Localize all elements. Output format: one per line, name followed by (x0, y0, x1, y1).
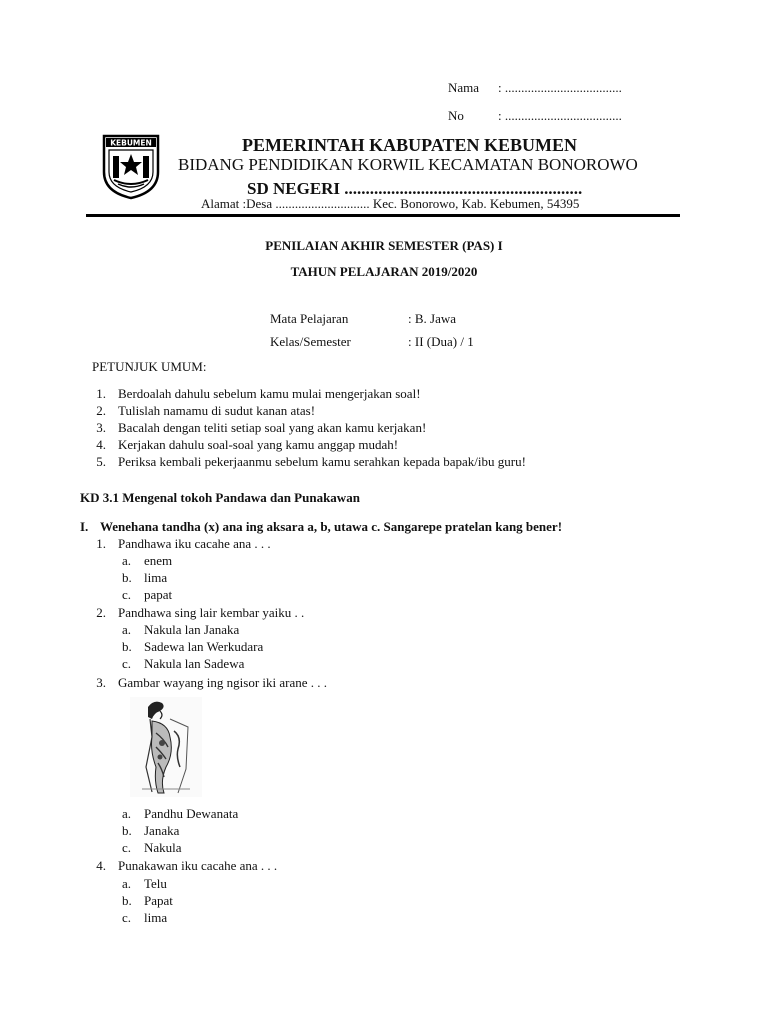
subject-label: Mata Pelajaran (270, 311, 349, 326)
instructions-heading: PETUNJUK UMUM: (92, 359, 207, 374)
option-text: Sadewa lan Werkudara (144, 639, 264, 654)
no-label: No (448, 108, 464, 123)
question-number: 1. (96, 536, 106, 551)
logo-lettering: KEBUMEN (110, 138, 152, 148)
instruction-number: 3. (96, 420, 106, 435)
nama-label: Nama (448, 80, 480, 95)
option-letter[interactable]: b. (122, 570, 132, 585)
letterhead-line2: BIDANG PENDIDIKAN KORWIL KECAMATAN BONOROWO (178, 155, 638, 174)
exam-year: TAHUN PELAJARAN 2019/2020 (290, 264, 478, 279)
instruction-text: Kerjakan dahulu soal-soal yang kamu anggap mudah! (118, 437, 399, 452)
letterhead-line1: PEMERINTAH KABUPATEN KEBUMEN (242, 135, 578, 155)
option-text: Telu (144, 876, 167, 891)
option-text: Nakula lan Janaka (144, 622, 240, 637)
instruction-text: Tulislah namamu di sudut kanan atas! (118, 403, 316, 418)
question-text: Punakawan iku cacahe ana . . . (118, 858, 278, 873)
class-value: : II (Dua) / 1 (408, 334, 474, 349)
question-number: 3. (96, 675, 106, 690)
option-text: lima (144, 910, 168, 925)
option-text: Nakula (144, 840, 182, 855)
question-text: Gambar wayang ing ngisor iki arane . . . (118, 675, 328, 690)
no-field[interactable]: : .................................... (498, 108, 622, 123)
letterhead-address: Alamat :Desa ............................. Kec. Bonorowo, Kab. Kebumen, 54395 (201, 196, 580, 211)
question-text: Pandhawa sing lair kembar yaiku . . (118, 605, 305, 620)
subject-value: : B. Jawa (408, 311, 457, 326)
option-text: Pandhu Dewanata (144, 806, 239, 821)
question-text: Pandhawa iku cacahe ana . . . (118, 536, 271, 551)
option-text: papat (144, 587, 173, 602)
instruction-number: 4. (96, 437, 106, 452)
class-label: Kelas/Semester (270, 334, 351, 349)
kebumen-logo (100, 132, 162, 200)
header-rule (86, 214, 680, 217)
instruction-number: 1. (96, 386, 106, 401)
nama-field[interactable]: : .................................... (498, 80, 622, 95)
kd-heading: KD 3.1 Mengenal tokoh Pandawa dan Punakawan (80, 490, 360, 505)
instruction-text: Berdoalah dahulu sebelum kamu mulai mengerjakan soal! (118, 386, 421, 401)
question-number: 2. (96, 605, 106, 620)
exam-title: PENILAIAN AKHIR SEMESTER (PAS) I (265, 238, 503, 253)
option-letter[interactable]: b. (122, 893, 132, 908)
letterhead-school: SD NEGERI ........................................................ (247, 179, 583, 198)
section-number: I. (80, 519, 89, 534)
instruction-number: 5. (96, 454, 106, 469)
option-text: Papat (144, 893, 173, 908)
option-letter[interactable]: b. (122, 823, 132, 838)
instruction-number: 2. (96, 403, 106, 418)
instruction-text: Periksa kembali pekerjaanmu sebelum kamu serahkan kepada bapak/ibu guru! (118, 454, 526, 469)
option-text: enem (144, 553, 173, 568)
option-letter[interactable]: a. (122, 876, 132, 891)
option-letter[interactable]: a. (122, 806, 132, 821)
option-text: Janaka (144, 823, 180, 838)
option-letter[interactable]: a. (122, 622, 132, 637)
option-letter[interactable]: c. (122, 840, 132, 855)
option-letter[interactable]: c. (122, 587, 132, 602)
option-letter[interactable]: c. (122, 910, 132, 925)
option-letter[interactable]: b. (122, 639, 132, 654)
option-letter[interactable]: c. (122, 656, 132, 671)
option-text: lima (144, 570, 168, 585)
wayang-figure-image (130, 697, 202, 797)
instruction-text: Bacalah dengan teliti setiap soal yang akan kamu kerjakan! (118, 420, 427, 435)
question-number: 4. (96, 858, 106, 873)
option-text: Nakula lan Sadewa (144, 656, 245, 671)
option-letter[interactable]: a. (122, 553, 132, 568)
section-instruction: Wenehana tandha (x) ana ing aksara a, b, utawa c. Sangarepe pratelan kang bener! (100, 519, 563, 534)
